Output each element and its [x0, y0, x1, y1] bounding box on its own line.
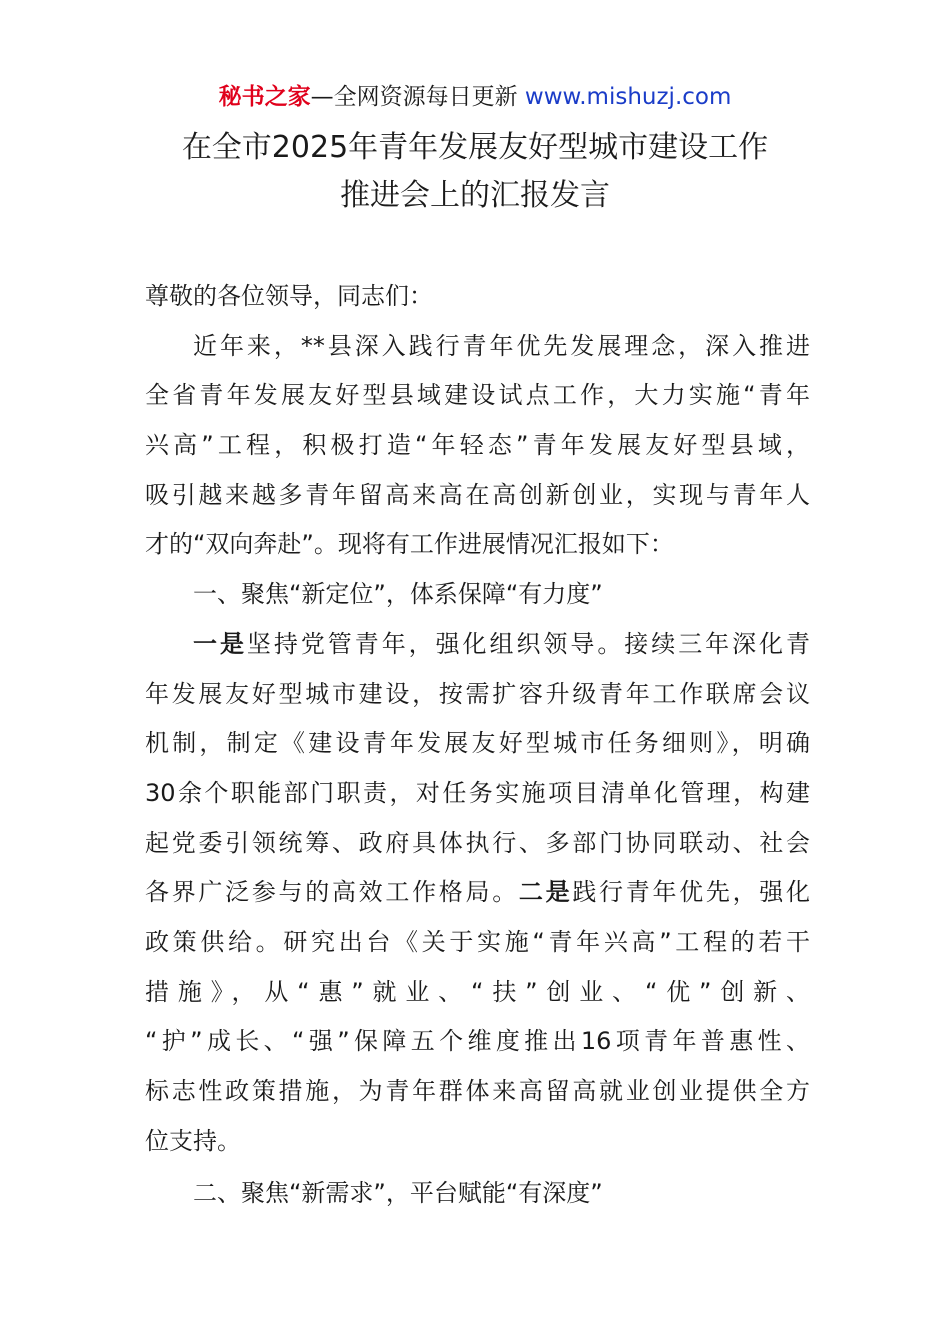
section-1-line: 政策供给。研究出台《关于实施“青年兴高”工程的若干 [145, 927, 810, 956]
section-1-heading: 一、聚焦“新定位”，体系保障“有力度” [193, 580, 603, 609]
intro-line: 全省青年发展友好型县域建设试点工作，大力实施“青年 [145, 381, 810, 410]
intro-line: 近年来，**县深入践行青年优先发展理念，深入推进 [193, 331, 810, 360]
document-title [0, 124, 950, 220]
brand-name: 秘书之家 [218, 84, 311, 110]
section-2-heading: 二、聚焦“新需求”，平台赋能“有深度” [193, 1179, 603, 1208]
section-1-line: 机制，制定《建设青年发展友好型城市任务细则》，明确 [145, 729, 810, 758]
site-header [0, 80, 950, 114]
section-1-line: 起党委引领统筹、政府具体执行、多部门协同联动、社会 [145, 828, 810, 857]
section-1-line [145, 868, 810, 918]
intro-line: 才的“双向奔赴”。现将有工作进展情况汇报如下： [145, 530, 674, 559]
section-1-line [145, 620, 810, 670]
point-two-label: 二是 [518, 878, 573, 907]
section-1-text: 各界广泛参与的高效工作格局。 [145, 878, 519, 907]
section-1-line: 30余个职能部门职责，对任务实施项目清单化管理，构建 [145, 778, 810, 807]
point-one-label: 一是 [193, 629, 247, 658]
salutation: 尊敬的各位领导，同志们： [145, 282, 433, 310]
section-1-text: 坚持党管青年，强化组织领导。接续三年深化青 [246, 629, 811, 658]
title-line-1: 在全市2025年青年发展友好型城市建设工作 [181, 130, 769, 165]
header-tagline: —全网资源每日更新 [310, 84, 525, 110]
section-1-text: 践行青年优先，强化 [572, 878, 811, 907]
section-1-line: 措施》，从“惠”就业、“扶”创业、“优”创新、 [145, 977, 810, 1006]
section-1-line: 年发展友好型城市建设，按需扩容升级青年工作联席会议 [145, 679, 810, 708]
section-1-line: 位支持。 [145, 1126, 241, 1155]
section-1-line: 标志性政策措施，为青年群体来高留高就业创业提供全方 [145, 1077, 810, 1105]
document-body [145, 272, 810, 1219]
section-1-line: “护”成长、“强”保障五个维度推出16项青年普惠性、 [145, 1027, 810, 1056]
title-line-2: 推进会上的汇报发言 [340, 178, 610, 213]
intro-line: 兴高”工程，积极打造“年轻态”青年发展友好型县域， [145, 431, 810, 460]
intro-line: 吸引越来越多青年留高来高在高创新创业，实现与青年人 [145, 480, 810, 509]
site-url-link[interactable]: www.mishuzj.com [524, 84, 732, 110]
